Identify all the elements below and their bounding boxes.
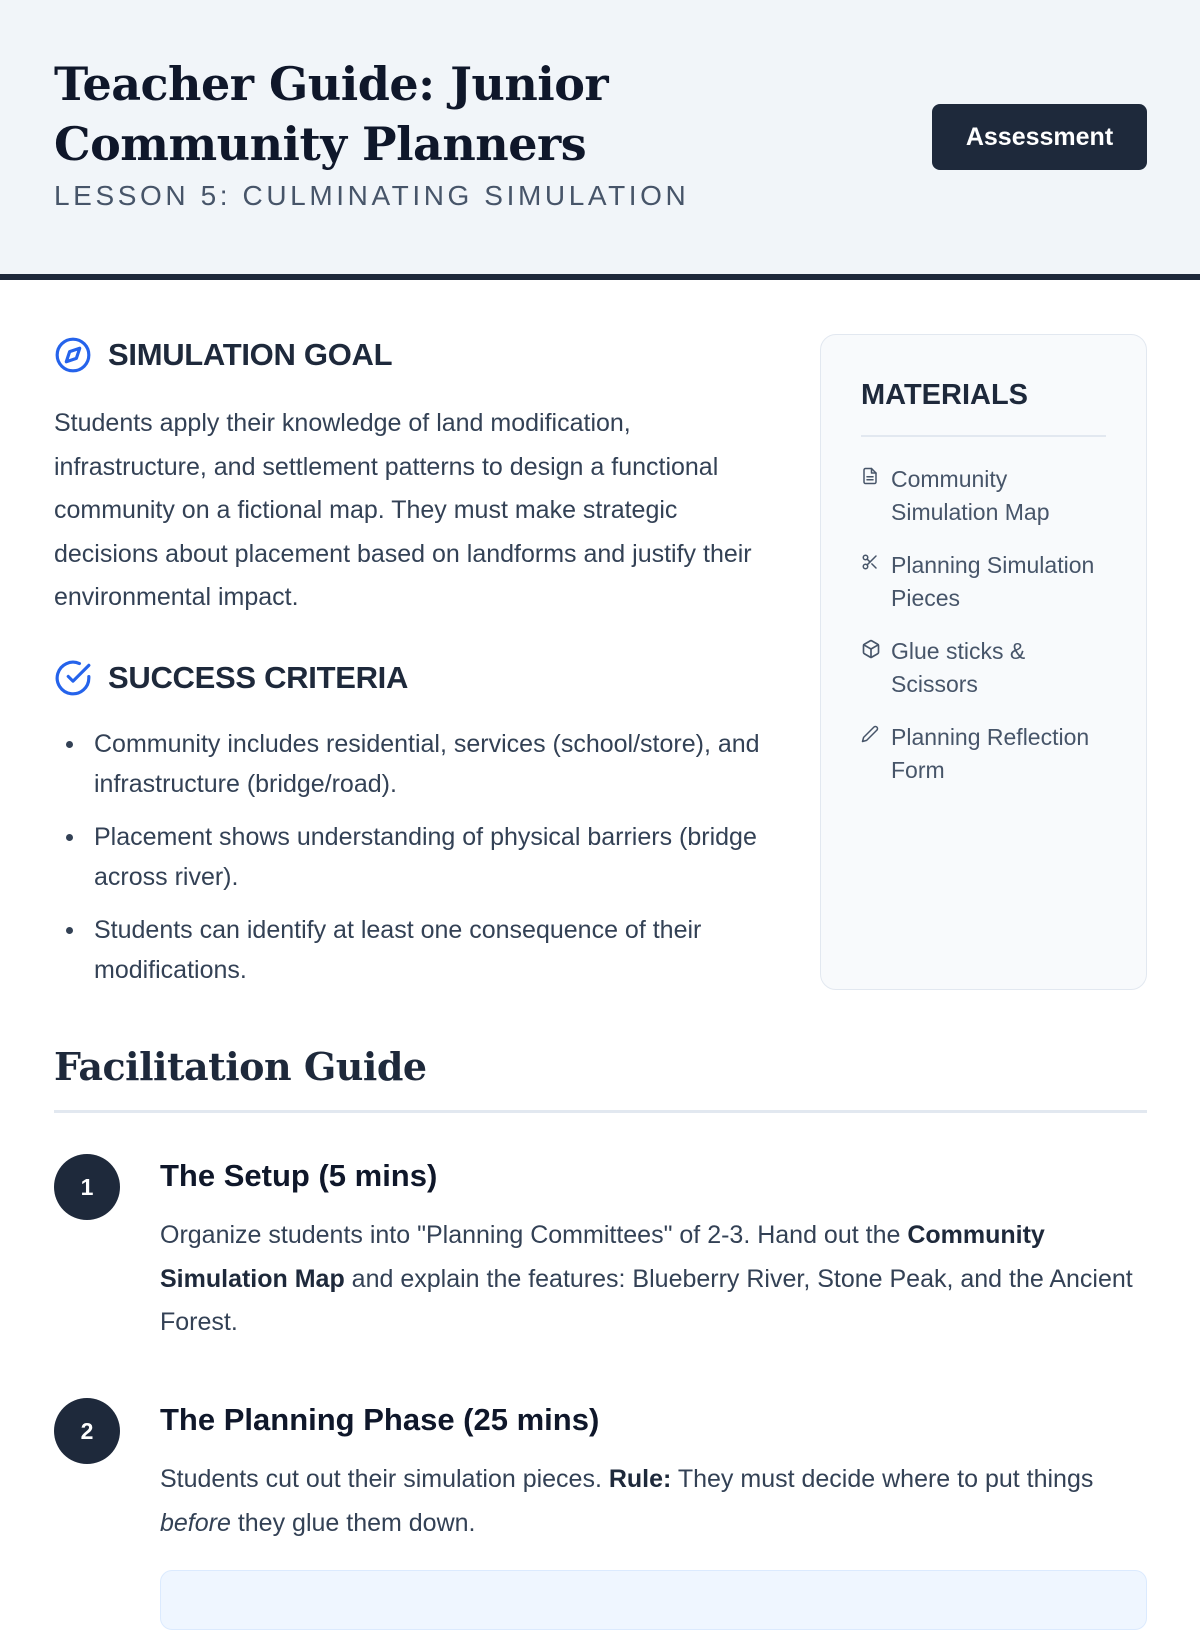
check-circle-icon	[54, 659, 92, 697]
step-text: they glue them down.	[230, 1508, 476, 1537]
success-criteria-heading	[54, 659, 408, 697]
materials-item-label: Planning Simulation Pieces	[891, 552, 1095, 611]
divider	[861, 435, 1106, 437]
list-item: Community includes residential, services (school/store), and infrastructure (bridge/road).	[54, 724, 774, 804]
materials-item	[861, 549, 1111, 615]
page-header	[0, 0, 1200, 280]
step-number-badge: 1	[54, 1154, 120, 1220]
simulation-goal-label: SIMULATION GOAL	[108, 337, 393, 372]
materials-item-label: Community Simulation Map	[891, 466, 1050, 525]
step-text: They must decide where to put things	[671, 1465, 1094, 1493]
list-item: Placement shows understanding of physical barriers (bridge across river).	[54, 817, 774, 897]
success-criteria-label: SUCCESS CRITERIA	[108, 660, 409, 695]
step-text: Students cut out their simulation pieces.	[160, 1465, 609, 1493]
materials-heading: MATERIALS	[861, 379, 1029, 411]
pencil-icon	[861, 725, 879, 743]
page-title: Teacher Guide: Junior Community Planners	[54, 57, 609, 171]
step-title: The Planning Phase (25 mins)	[160, 1402, 600, 1437]
simulation-goal-heading	[54, 336, 392, 374]
materials-item-label: Glue sticks & Scissors	[891, 638, 1026, 697]
materials-item-label: Planning Reflection Form	[891, 724, 1090, 783]
lesson-subtitle: LESSON 5: CULMINATING SIMULATION	[54, 180, 690, 211]
simulation-goal-text: Students apply their knowledge of land modification, infrastructure, and settlement patterns to design a functional community on a fictional map. They must make strategic decisions about placement based on landforms and justify their environmental impact.	[54, 409, 752, 611]
materials-item	[861, 635, 1111, 701]
compass-icon	[54, 336, 92, 374]
materials-item	[861, 463, 1111, 529]
step-title: The Setup (5 mins)	[160, 1158, 438, 1193]
materials-list	[861, 463, 1111, 807]
assessment-button[interactable]: Assessment	[932, 104, 1147, 170]
materials-item	[861, 721, 1111, 787]
step-text: and explain the features: Blueberry River, Stone Peak, and the Ancient Forest.	[160, 1264, 1133, 1336]
list-item: Students can identify at least one consequence of their modifications.	[54, 910, 774, 990]
step-text: Organize students into "Planning Committees" of 2-3. Hand out the	[160, 1221, 908, 1249]
step-callout-box	[160, 1570, 1147, 1630]
success-criteria-list	[54, 724, 774, 1003]
facilitation-guide-heading: Facilitation Guide	[54, 1044, 427, 1089]
step-text-italic: before	[160, 1508, 231, 1537]
divider	[54, 1110, 1147, 1113]
step-text-bold: Community Simulation Map	[160, 1221, 1045, 1293]
box-icon	[861, 639, 881, 659]
materials-card	[820, 334, 1147, 990]
document-icon	[861, 467, 879, 485]
step-number-badge: 2	[54, 1398, 120, 1464]
scissors-icon	[861, 553, 879, 571]
step-text-bold: Rule:	[608, 1465, 672, 1493]
step-description	[160, 1214, 1150, 1345]
step-description	[160, 1458, 1150, 1545]
